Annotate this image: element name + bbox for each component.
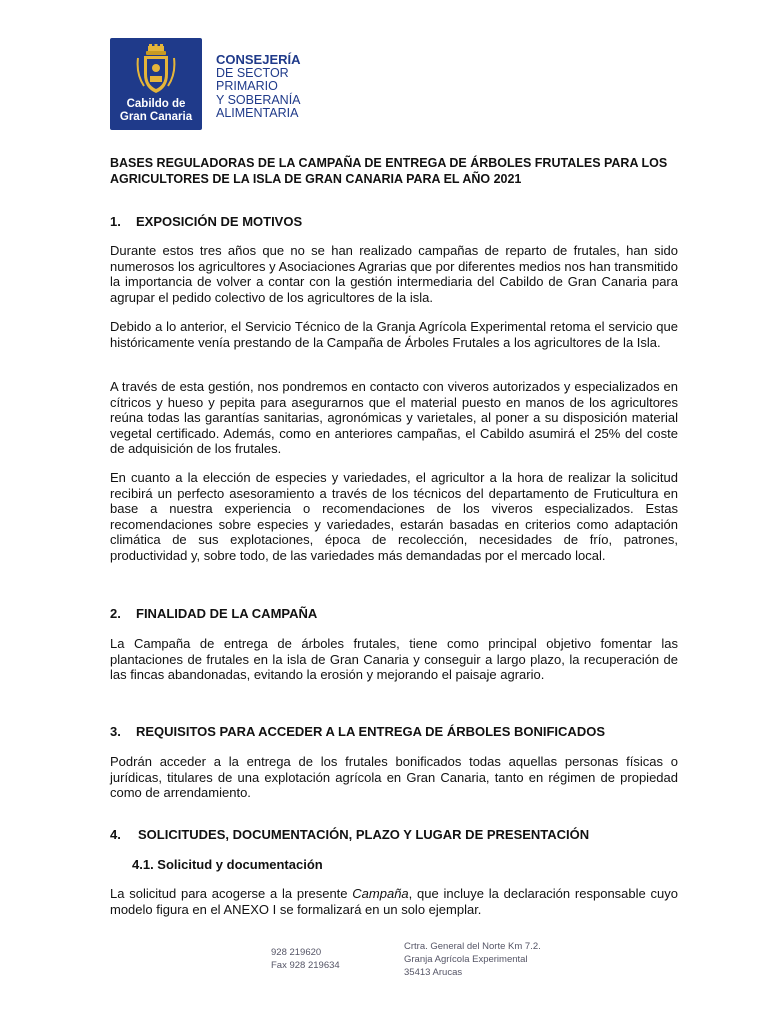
- footer-contact: [271, 946, 340, 972]
- dept-line-4: Y SOBERANÍA: [216, 92, 301, 107]
- footer-address-line1: Crtra. General del Norte Km 7.2.: [404, 941, 541, 952]
- paragraph-text: , que incluye la declaración responsable cuyo modelo figura en el ANEXO I se formalizará en un solo ejemplar.: [110, 886, 678, 917]
- subsection-heading: 4.1. Solicitud y documentación: [132, 857, 323, 872]
- section-number: 1.: [110, 214, 121, 229]
- logo-text-line2: Gran Canaria: [119, 111, 193, 123]
- paragraph: Durante estos tres años que no se han realizado campañas de reparto de frutales, han sido numerosos los agricultores y Asociaciones Agrarias que por diferentes medios nos han transmitido la importancia de volver a contar con la gestión intermediaria del Cabildo de Gran Canaria para agrupar el pedido colectivo de los agricultores de la isla.: [110, 243, 678, 305]
- section-number: 4.: [110, 827, 121, 842]
- paragraph: A través de esta gestión, nos pondremos en contacto con viveros autorizados y especializados en cítricos y hueso y pepita para asegurarnos que el material puesto en manos de los agricultores reúna todas las garantías sanitarias, agronómicas y varietales, al poner a su disposición material vegetal certificado. Además, como en anteriores campañas, el Cabildo asumirá el 25% del coste de adquisición de los frutales.: [110, 379, 678, 457]
- department-name: [216, 53, 301, 121]
- coat-of-arms-icon: [136, 44, 176, 96]
- section-number: 3.: [110, 724, 121, 739]
- paragraph: Debido a lo anterior, el Servicio Técnico de la Granja Agrícola Experimental retoma el servicio que históricamente venía prestando de la Campaña de Árboles Frutales a los agricultores de la Isla.: [110, 319, 678, 350]
- section-title: EXPOSICIÓN DE MOTIVOS: [136, 214, 303, 229]
- dept-line-3: PRIMARIO: [216, 79, 278, 93]
- footer-address-line2: Granja Agrícola Experimental: [404, 954, 528, 965]
- logo-text-line1: Cabildo de: [126, 98, 186, 110]
- paragraph: En cuanto a la elección de especies y variedades, el agricultor a la hora de realizar la solicitud recibirá un perfecto asesoramiento a través de los técnicos del departamento de Fruticultura en base a nuestra experiencia o recomendaciones de los viveros especializados. Estas recomendaciones sobre especies y variedades, estarán basadas en criterios como adaptación climática de sus explotaciones, época de recolección, necesidades de frío, patrones, productividad y, sobre todo, de las variedades más demandadas por el mercado local.: [110, 470, 678, 563]
- section-title: FINALIDAD DE LA CAMPAÑA: [136, 606, 318, 621]
- emphasized-text: Campaña: [352, 886, 409, 901]
- section-2-heading: [110, 606, 317, 622]
- footer-address-line3: 35413 Arucas: [404, 967, 463, 978]
- paragraph: La Campaña de entrega de árboles frutales, tiene como principal objetivo fomentar las plantaciones de frutales en la isla de Gran Canaria y conseguir a largo plazo, la recuperación de las fincas abandonadas, evitando la erosión y mejorando el paisaje agrario.: [110, 636, 678, 683]
- section-1-heading: [110, 214, 302, 230]
- footer-phone: 928 219620: [271, 947, 322, 958]
- section-4-heading: [110, 827, 589, 843]
- dept-line-1: CONSEJERÍA: [216, 52, 301, 67]
- paragraph-text: La solicitud para acogerse a la presente: [110, 886, 353, 901]
- footer-address: [404, 940, 541, 979]
- section-number: 2.: [110, 606, 121, 621]
- footer-fax: Fax 928 219634: [271, 960, 340, 971]
- dept-line-5: ALIMENTARIA: [216, 106, 299, 120]
- cabildo-logo: [110, 38, 202, 130]
- section-title: REQUISITOS PARA ACCEDER A LA ENTREGA DE ÁRBOLES BONIFICADOS: [136, 724, 605, 739]
- section-3-heading: [110, 724, 605, 740]
- dept-line-2: DE SECTOR: [216, 65, 289, 80]
- paragraph: Podrán acceder a la entrega de los frutales bonificados todas aquellas personas físicas o jurídicas, titulares de una explotación agrícola en Gran Canaria, tanto en régimen de propiedad como de arrendamiento.: [110, 754, 678, 801]
- section-title: SOLICITUDES, DOCUMENTACIÓN, PLAZO Y LUGAR DE PRESENTACIÓN: [138, 827, 590, 842]
- document-title: BASES REGULADORAS DE LA CAMPAÑA DE ENTREGA DE ÁRBOLES FRUTALES PARA LOS AGRICULTORES DE LA ISLA DE GRAN CANARIA PARA EL AÑO 2021: [110, 156, 668, 186]
- paragraph: [110, 886, 678, 917]
